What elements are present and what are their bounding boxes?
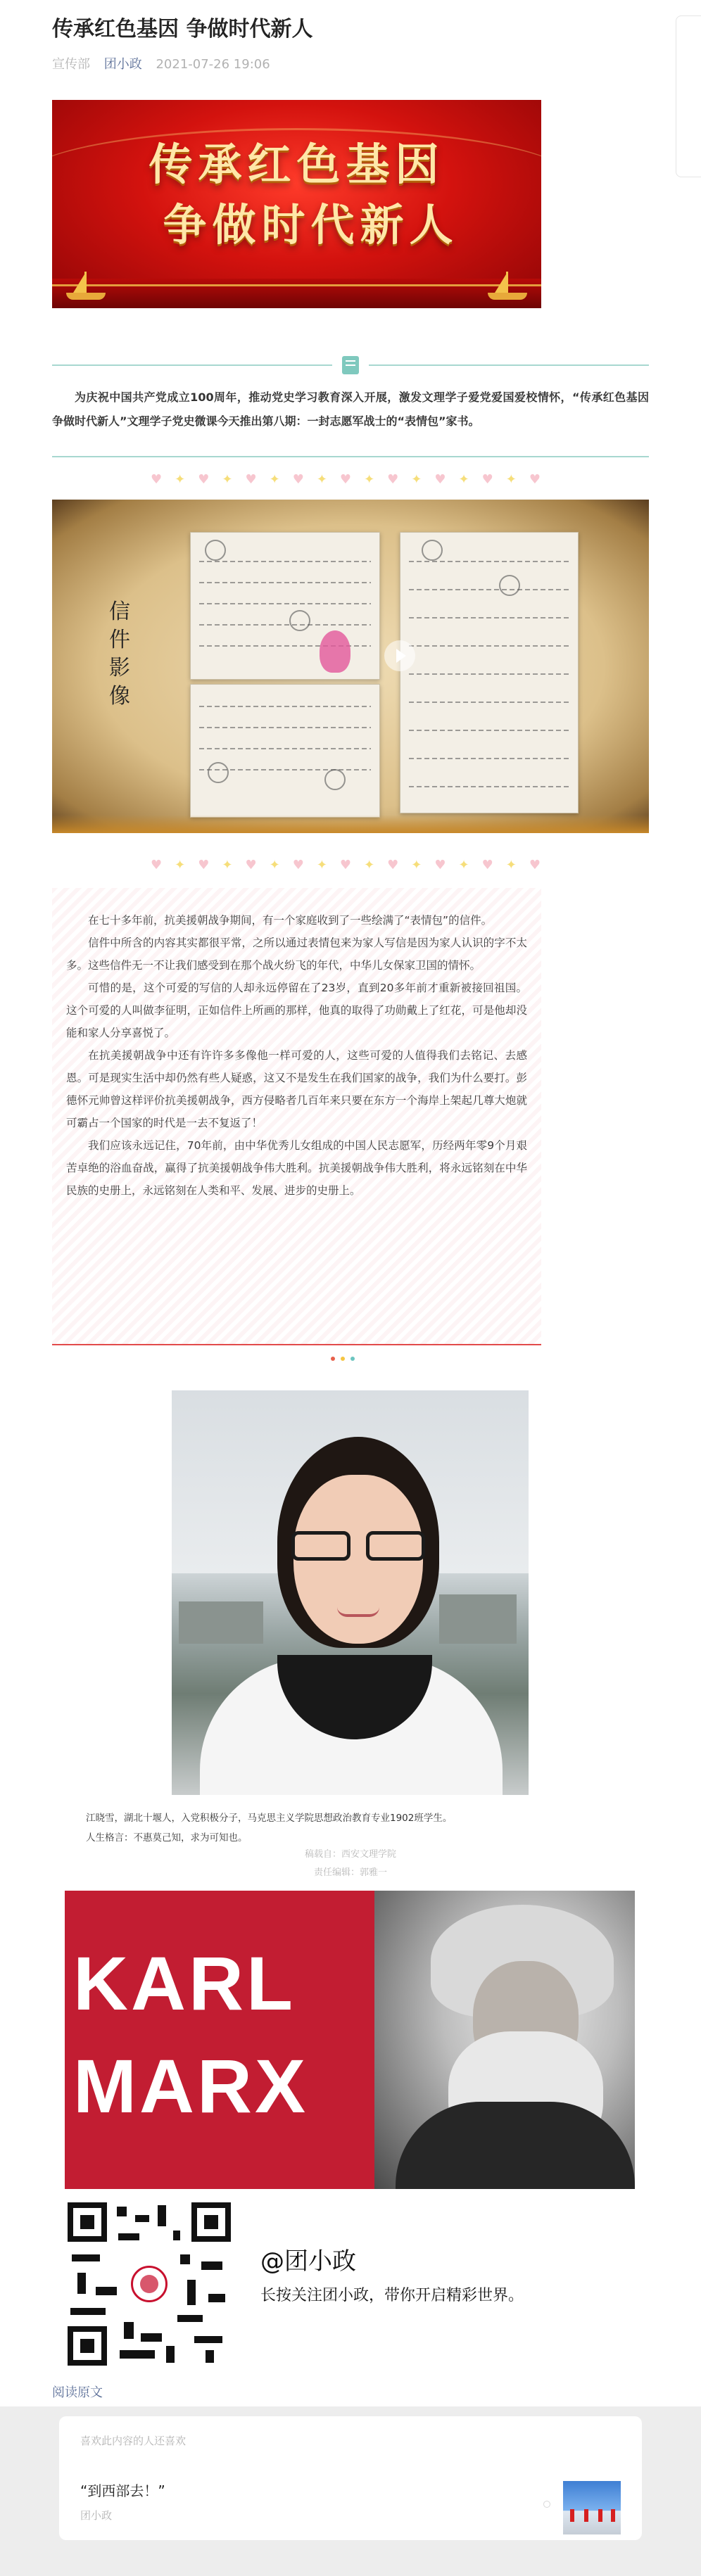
heart-icon: ♥ [339, 858, 365, 873]
photo-caption [86, 1808, 621, 1848]
recommend-card[interactable] [59, 2416, 642, 2540]
sparkle-icon: ✦ [269, 858, 293, 873]
heart-icon: ♥ [292, 472, 317, 487]
sparkle-icon: ✦ [316, 858, 340, 873]
letter-sheet [190, 684, 380, 818]
letters-side-title: 信件影像 [109, 599, 130, 709]
dots-decoration [331, 1357, 373, 1362]
marx-word-2: MARX [73, 2043, 308, 2128]
source-line: 稿载自：西安文理学院 [304, 1849, 396, 1860]
heart-icon: ♥ [434, 472, 459, 487]
intro-text: 为庆祝中国共产党成立100周年，推动党史学习教育深入开展，激发文理学子爱党爱国爱校情怀，“传承红色基因 争做时代新人”文理学子党史微课今天推出第八期：一封志愿军战士的“表情包”家书。 [52, 391, 649, 428]
sparkle-icon: ✦ [411, 472, 435, 487]
story-bottom-line [52, 1344, 541, 1345]
marx-banner-image [65, 1891, 635, 2189]
book-icon [342, 356, 359, 374]
heart-icon: ♥ [529, 858, 553, 873]
sparkle-icon: ✦ [269, 472, 293, 487]
heart-icon: ♥ [529, 472, 553, 487]
banner-image [52, 100, 541, 308]
letters-video[interactable] [52, 500, 649, 833]
letter-sheet [190, 532, 380, 680]
hearts-decoration [99, 856, 605, 875]
publish-time: 2021-07-26 19:06 [156, 57, 270, 72]
heart-icon: ♥ [387, 472, 412, 487]
divider-line-left [52, 364, 332, 366]
heart-icon: ♥ [292, 858, 317, 873]
intro-bottom-line [52, 456, 649, 457]
dot-icon [350, 1357, 355, 1361]
story-paragraph: 在抗美援朝战争中还有许许多多像他一样可爱的人，这些可爱的人值得我们去铭记、去感恩。可是现实生活中却仍然有些人疑惑，这又不是发生在我们国家的战争，我们为什么要打。彭德怀元帅曾这样评价抗美援朝战争，西方侵略者几百年来只要在东方一个海岸上架起几尊大炮就可霸占一个国家的时代是一去不复返了！ [66, 1049, 527, 1129]
photo-smile [337, 1607, 379, 1617]
recommend-section [0, 2406, 701, 2576]
heart-icon: ♥ [198, 858, 222, 873]
sparkle-icon: ✦ [222, 472, 246, 487]
photo-building [179, 1601, 263, 1644]
hearts-decoration [99, 470, 605, 490]
heart-icon: ♥ [339, 472, 365, 487]
heart-icon: ♥ [150, 472, 175, 487]
school-logo [131, 2266, 168, 2302]
caption-line-1: 江晓雪，湖北十堰人，入党积极分子，马克思主义学院思想政治教育专业1902班学生。 [86, 1813, 453, 1824]
stamp-decoration [320, 630, 350, 673]
side-panel [676, 15, 701, 177]
sparkle-icon: ✦ [222, 858, 246, 873]
sparkle-icon: ✦ [505, 472, 529, 487]
sparkle-icon: ✦ [458, 472, 482, 487]
editor-line: 责任编辑：郭雅一 [313, 1867, 387, 1878]
student-photo [172, 1390, 529, 1795]
intro-paragraph [52, 386, 649, 433]
follow-tip: 长按关注团小政，带你开启精彩世界。 [260, 2287, 524, 2304]
banner-line-2: 争做时代新人 [163, 199, 459, 250]
recommend-title[interactable]: “到西部去！” [80, 2482, 165, 2499]
story-paragraph: 信件中所含的内容其实都很平常，之所以通过表情包来为家人写信是因为家人认识的字不太多。这些信件无一不让我们感受到在那个战火纷飞的年代，中华儿女保家卫国的情怀。 [66, 937, 527, 972]
heart-icon: ♥ [245, 472, 270, 487]
heart-icon: ♥ [387, 858, 412, 873]
caption-line-2: 人生格言：不惠莫己知，求为可知也。 [86, 1832, 248, 1844]
story-paragraph: 可惜的是，这个可爱的写信的人却永远停留在了23岁，直到20多年前才重新被接回祖国。这个可爱的人叫做李征明，正如信件上所画的那样，他真的取得了功勋戴上了红花，可是他却没能和家人分享喜悦了。 [66, 982, 527, 1039]
story-box [52, 888, 541, 1345]
divider-line-right [369, 364, 649, 366]
story-paragraph: 在七十多年前，抗美援朝战争期间，有一个家庭收到了一些绘满了“表情包”的信件。 [88, 914, 493, 927]
boat-icon [66, 272, 106, 300]
sparkle-icon: ✦ [364, 472, 388, 487]
recommend-hint: 喜欢此内容的人还喜欢 [80, 2435, 187, 2447]
story-text [66, 909, 527, 1202]
dot-icon [331, 1357, 335, 1361]
sparkle-icon: ✦ [411, 858, 435, 873]
recommend-thumbnail[interactable] [563, 2481, 621, 2534]
sparkle-icon: ✦ [505, 858, 529, 873]
article-title: 传承红色基因 争做时代新人 [52, 17, 313, 42]
glasses-icon [291, 1531, 425, 1562]
banner-bottom-stripe [52, 279, 541, 308]
heart-icon: ♥ [150, 858, 175, 873]
sparkle-icon: ✦ [175, 472, 198, 487]
heart-icon: ♥ [481, 472, 506, 487]
section-divider [52, 355, 649, 376]
article-author: 宣传部 [52, 57, 90, 72]
account-name-link[interactable]: 团小政 [103, 57, 142, 72]
play-icon[interactable] [384, 640, 415, 671]
sparkle-icon: ✦ [316, 472, 340, 487]
dot-icon [341, 1357, 345, 1361]
heart-icon: ♥ [434, 858, 459, 873]
read-original-link[interactable]: 阅读原文 [52, 2385, 103, 2400]
heart-icon: ♥ [481, 858, 506, 873]
heart-icon: ♥ [198, 472, 222, 487]
qr-code-icon[interactable] [68, 2202, 231, 2366]
carousel-dot-icon [543, 2501, 550, 2508]
heart-icon: ♥ [245, 858, 270, 873]
account-handle: @团小政 [260, 2247, 356, 2276]
sparkle-icon: ✦ [364, 858, 388, 873]
sparkle-icon: ✦ [175, 858, 198, 873]
photo-building [439, 1594, 517, 1644]
letter-sheet [400, 532, 579, 813]
recommend-source: 团小政 [80, 2509, 113, 2522]
boat-icon [488, 272, 527, 300]
banner-line-1: 传承红色基因 [149, 139, 445, 190]
bottom-shade [52, 815, 649, 833]
story-paragraph: 我们应该永远记住，70年前，由中华优秀儿女组成的中国人民志愿军，历经两年零9个月艰苦卓绝的浴血奋战，赢得了抗美援朝战争伟大胜利。抗美援朝战争伟大胜利，将永远铭刻在中华民族的史册上，永远铭刻在人类和平、发展、进步的史册上。 [66, 1139, 527, 1197]
sparkle-icon: ✦ [458, 858, 482, 873]
marx-word-1: KARL [73, 1941, 296, 2026]
article-meta [52, 56, 280, 73]
